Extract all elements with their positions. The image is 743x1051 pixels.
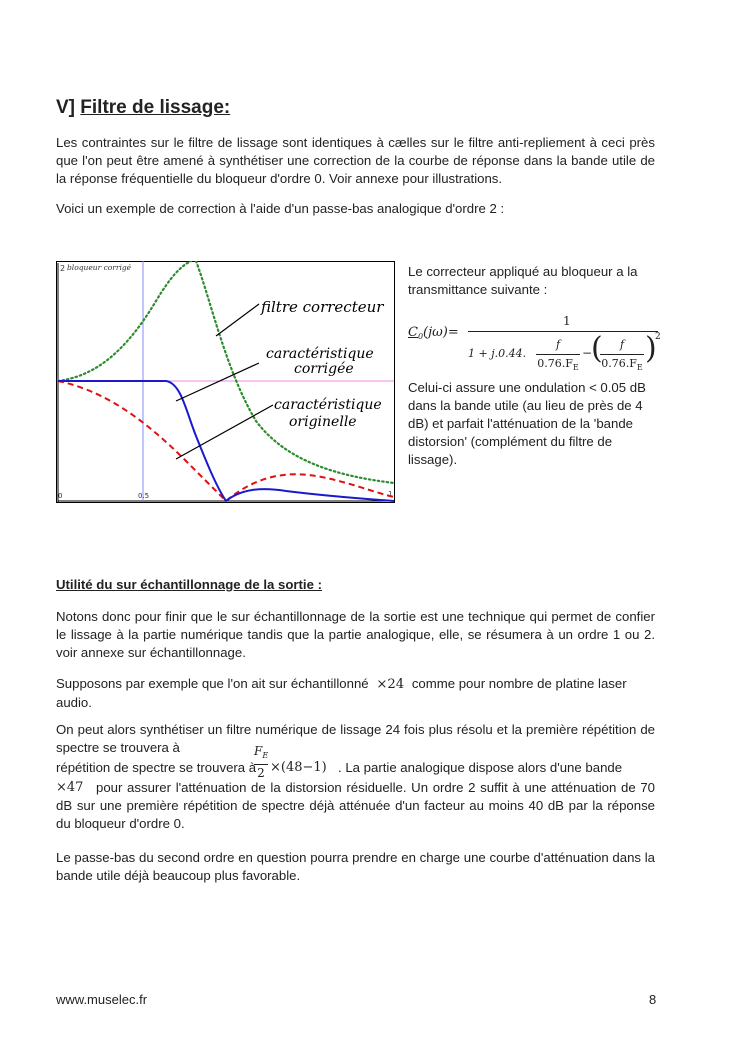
body-paragraph-5-rest: pour assurer l'atténuation de la distorsion résiduelle. Un ordre 2 suffit à une atténuation de 70 dB sur une première répétition de spectre déjà atténuée d'un facteur au moins 40 dB par la réponse du bloqueur d'ordre 0. xyxy=(56,780,655,831)
label-originelle-line2: originelle xyxy=(289,414,357,430)
p5-math-tail: ×(48−1) xyxy=(270,760,327,775)
formula-lhs-arg: (jω)= xyxy=(423,325,459,340)
bloqueur-figure xyxy=(56,261,395,503)
frac2-den-sub: E xyxy=(636,363,643,372)
body-paragraph-4 xyxy=(56,675,655,712)
frac2-num: f xyxy=(600,336,644,355)
label-corrigee-line1: caractéristique xyxy=(266,346,374,362)
corner-label: bloqueur corrigé xyxy=(67,263,132,272)
x-tick-0: 0 xyxy=(58,492,63,500)
body-paragraph-5-line1: On peut alors synthétiser un filtre numérique de lissage 24 fois plus résolu et la première répétition de spectre se trouvera à xyxy=(56,722,655,755)
side-text-2: Celui-ci assure une ondulation < 0.05 dB dans la bande utile (au lieu de près de 4 dB) et parfait l'atténuation de la 'bande distorsion' (complément du filtre de lissage). xyxy=(408,380,646,467)
formula-lhs-c: C xyxy=(408,325,418,340)
p5-text-b: . La partie analogique dispose alors d'une bande xyxy=(338,760,623,775)
section-title: Filtre de lissage: xyxy=(80,97,231,118)
page-number: 8 xyxy=(649,992,657,1007)
p5-fraction xyxy=(254,743,268,781)
formula-main-bar xyxy=(468,331,658,332)
side-text-1: Le correcteur appliqué au bloqueur a la transmittance suivante : xyxy=(408,264,638,297)
formula-den-prefix: 1 + j.0.44. xyxy=(468,347,527,360)
frac2-den: 0.76.F xyxy=(601,357,637,370)
intro-paragraph-1: Les contraintes sur le filtre de lissage sont identiques à cælles sur le filtre anti-repliement à ceci près que l'on peut être amené à synthétiser une correction de la courbe de réponse dans la bande utile de la réponse fréquentielle du bloqueur d'ordre 0. Voir annexe pour illustrations. xyxy=(56,135,655,186)
section-prefix: V] xyxy=(56,97,75,118)
formula-minus: − xyxy=(582,346,593,360)
formula-exponent: 2 xyxy=(655,332,661,342)
formula-lhs-sub: 0 xyxy=(417,332,424,341)
sub-heading: Utilité du sur échantillonnage de la sortie : xyxy=(56,577,322,592)
formula-paren-close: ) xyxy=(645,331,657,366)
p5-math2: ×47 xyxy=(56,780,84,795)
p5-frac-num-sub: E xyxy=(262,751,269,760)
y-tick-top: 2 xyxy=(60,264,66,273)
footer-site[interactable]: www.muselec.fr xyxy=(56,992,148,1007)
section-heading xyxy=(56,97,230,119)
label-originelle-line1: caractéristique xyxy=(274,397,382,413)
frac1-den-sub: E xyxy=(572,363,579,372)
body-paragraph-6: Le passe-bas du second ordre en question pourra prendre en charge une courbe d'atténuation dans la bande utile déjà beaucoup plus favorable. xyxy=(56,850,655,883)
p5-continued: répétition de spectre se trouvera à xyxy=(56,760,257,775)
formula-numerator: 1 xyxy=(563,314,571,328)
frac1-num: f xyxy=(536,336,580,355)
label-corrigee-line2: corrigée xyxy=(294,361,354,377)
x-tick-1: 1 xyxy=(388,490,393,498)
p5-frac-num: F xyxy=(254,744,263,758)
body-paragraph-3: Notons donc pour finir que le sur échantillonnage de la sortie est une technique qui permet de confier le lissage à la partie numérique tandis que la partie analogique, elle, se résumera à un ordre 1 ou 2. voir annexe sur échantillonnage. xyxy=(56,609,655,660)
frac1-den: 0.76.F xyxy=(537,357,573,370)
body-paragraph-5-line2 xyxy=(56,743,656,779)
p4-text-a: Supposons par exemple que l'on ait sur échantillonné xyxy=(56,676,369,691)
intro-paragraph-2: Voici un exemple de correction à l'aide d'un passe-bas analogique d'ordre 2 : xyxy=(56,201,505,216)
formula-frac-2 xyxy=(600,336,644,377)
formula-frac-1 xyxy=(536,336,580,377)
x-tick-05: 0.5 xyxy=(138,492,150,500)
p5-frac-den: 2 xyxy=(257,766,265,780)
p4-math: ×24 xyxy=(376,677,405,692)
formula-paren-open: ( xyxy=(591,331,603,366)
label-filtre-correcteur: filtre correcteur xyxy=(261,298,384,316)
transmittance-formula xyxy=(408,312,668,372)
p4-text-b: comme pour nombre de platine laser audio. xyxy=(56,676,627,710)
